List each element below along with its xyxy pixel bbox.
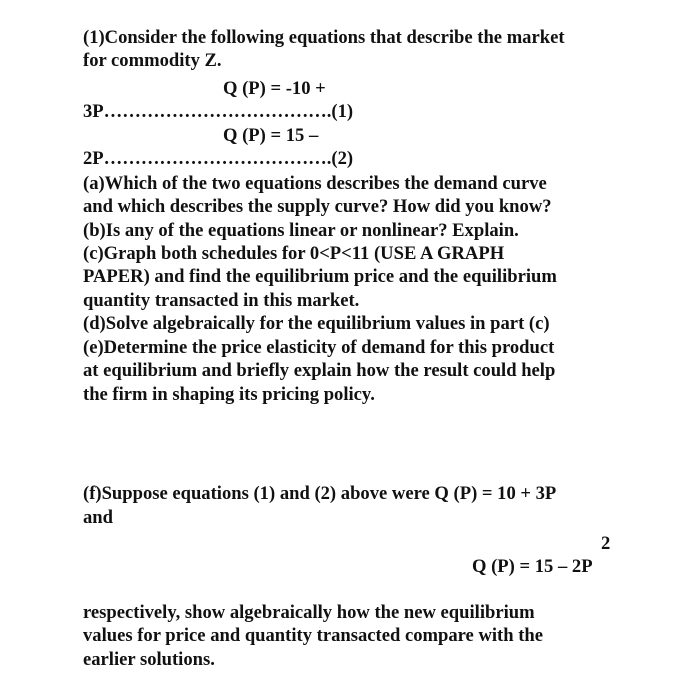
equation-2-rhs: 2P……………………………….(2)	[83, 148, 354, 169]
part-c: (c)Graph both schedules for 0<P<11 (USE A GRAPH PAPER) and find the equilibrium price and the equilibrium quantity transacted in this market.	[83, 243, 557, 311]
part-e: (e)Determine the price elasticity of demand for this product at equilibrium and briefly explain how the result could help the firm in shaping its pricing policy.	[83, 337, 556, 405]
equation-1-lhs: Q (P) = -10 +	[223, 78, 326, 99]
part-f-line-1: (f)Suppose equations (1) and (2) above were Q (P) = 10 + 3P	[83, 483, 557, 504]
closing-paragraph: respectively, show algebraically how the new equilibrium values for price and quantity transacted compare with the earlier solutions.	[83, 602, 544, 670]
part-a: (a)Which of the two equations describes the demand curve and which describes the supply curve? How did you know?	[83, 173, 552, 218]
part-f-line-2: and	[83, 507, 113, 528]
part-b: (b)Is any of the equations linear or nonlinear? Explain.	[83, 220, 519, 241]
equation-1-rhs: 3P……………………………….(1)	[83, 101, 354, 122]
exponent-2: 2	[601, 533, 611, 554]
part-d: (d)Solve algebraically for the equilibrium values in part (c)	[83, 313, 550, 334]
intro-line-1: (1)Consider the following equations that describe the market	[83, 27, 565, 48]
equation-2-lhs: Q (P) = 15 –	[223, 125, 319, 146]
equation-f-2: Q (P) = 15 – 2P	[472, 556, 593, 577]
intro-line-2: for commodity Z.	[83, 50, 222, 71]
